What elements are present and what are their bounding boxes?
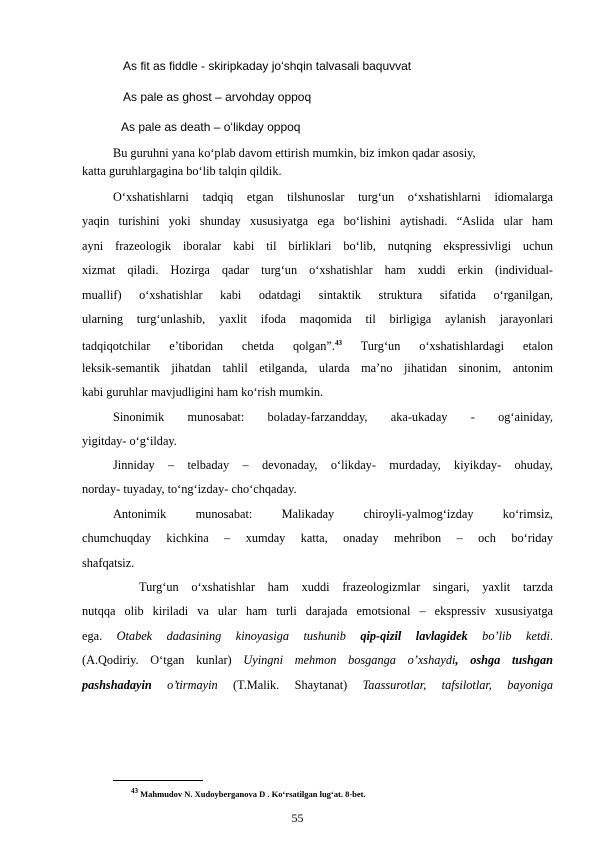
page-number: 55 (291, 811, 304, 825)
example-line-2 (82, 653, 553, 667)
footnote-text: Mahmudov N. Xudoyberganova D . Ko‘rsatilgan lug‘at. 8-bet. (138, 788, 366, 799)
para1-line-1: O‘xshatishlarni tadqiq etgan tilshunoslar turg‘un o‘xshatishlarni idiomalarga (113, 190, 553, 204)
antonym-line-3: shafqatsiz. (82, 556, 135, 570)
example-2-italic: Uyingni mehmon bosganga o’xshaydi (243, 653, 456, 667)
para2-line-1: Turg‘un o‘xshatishlar ham xuddi frazeologizmlar singari, yaxlit tarzda (139, 580, 553, 594)
para1-line-7 (82, 336, 553, 353)
para2-line-2: nutqqa olib kiriladi va ular ham turli darajada emotsional – ekspressiv xususiyatga (82, 604, 553, 618)
example-3-bold-italic: pashshadayin (82, 678, 152, 692)
footnote-number: 43 (131, 787, 138, 795)
example-1-italic: Otabek dadasining kinoyasiga tushunib (116, 629, 361, 643)
para1-line-3: ayni frazeologik iboralar kabi til birliklari bo‘lib, nutqning ekspressivligi uchun (82, 239, 553, 253)
example-2-source: (A.Qodiriy. O‘tgan kunlar) (82, 653, 244, 667)
para1-line-5: muallif) o‘xshatishlar kabi odatdagi sintaktik struktura sifatida o‘rganilgan, (82, 288, 553, 302)
para1-line-9: kabi guruhlar mavjudligini ham ko‘rish mumkin. (82, 385, 324, 399)
example-2-bold-italic: , oshga tushgan (455, 653, 553, 667)
footnote (131, 786, 366, 799)
example-3-italic: o’tirmayin (151, 678, 218, 692)
para1-line-6: ularning turg‘unlashib, yaxlit ifoda maqomida til birligiga aylanish jarayonlari (82, 312, 553, 326)
example-1-period: . (549, 629, 553, 643)
poem-line-2: As pale as ghost – arvohday oppoq (123, 90, 312, 104)
intro-line-1: Bu guruhni yana ko‘plab davom ettirish mumkin, biz imkon qadar asosiy, (113, 146, 476, 160)
example-1-italic-end: bo’lib ketdi (467, 629, 550, 643)
para1-line-7-text-b: Turg‘un o‘xshatishlardagi etalon (341, 339, 553, 354)
antonym-line-2: chumchuqday kichkina – xumday katta, onaday mehribon – och bo‘riday (82, 531, 553, 545)
synonym-line-1: Sinonimik munosabat: boladay-farzandday, aka-ukaday - og‘ainiday, (113, 410, 553, 424)
example-3-italic-end: Taassurotlar, tafsilotlar, bayoniga (362, 678, 554, 692)
antonym-line-1: Antonimik munosabat: Malikaday chiroyli-yalmog‘izday ko‘rimsiz, (113, 507, 553, 521)
poem-line-1: As fit as fiddle - skiripkaday jo‘shqin talvasali baquvvat (123, 59, 412, 73)
jinni-line-2: norday- tuyaday, to‘ng‘izday- cho‘chqaday. (82, 482, 297, 496)
poem-line-3: As pale as death – o‘likday oppoq (121, 120, 301, 134)
para1-line-8: leksik-semantik jihatdan tahlil etilganda, ularda ma’no jihatidan sinonim, antonim (82, 361, 553, 375)
jinni-line-1: Jinniday – telbaday – devonaday, o‘likday- murdaday, kiyikday- ohuday, (113, 458, 553, 472)
footnote-ref: 43 (334, 339, 342, 347)
footnote-divider (113, 780, 203, 781)
example-3-source: (T.Malik. Shaytanat) (217, 678, 363, 692)
example-line-1 (82, 629, 553, 643)
example-1-lead: ega. (82, 629, 117, 643)
example-1-bold-italic: qip-qizil lavlagidek (360, 629, 468, 643)
para1-line-7-text-a: tadqiqotchilar e’tiboridan chetda qolgan”. (82, 339, 335, 354)
intro-line-2: katta guruhlargagina bo‘lib talqin qildik. (82, 164, 282, 178)
example-line-3 (82, 678, 553, 692)
para1-line-2: yaqin turishini yoki shunday xususiyatga ega bo‘lishini aytishadi. “Aslida ular ham (82, 214, 553, 228)
para1-line-4: xizmat qiladi. Hozirga qadar turg‘un o‘xshatishlar ham xuddi erkin (individual- (82, 263, 553, 277)
synonym-line-2: yigitday- o‘g‘ilday. (82, 434, 177, 448)
